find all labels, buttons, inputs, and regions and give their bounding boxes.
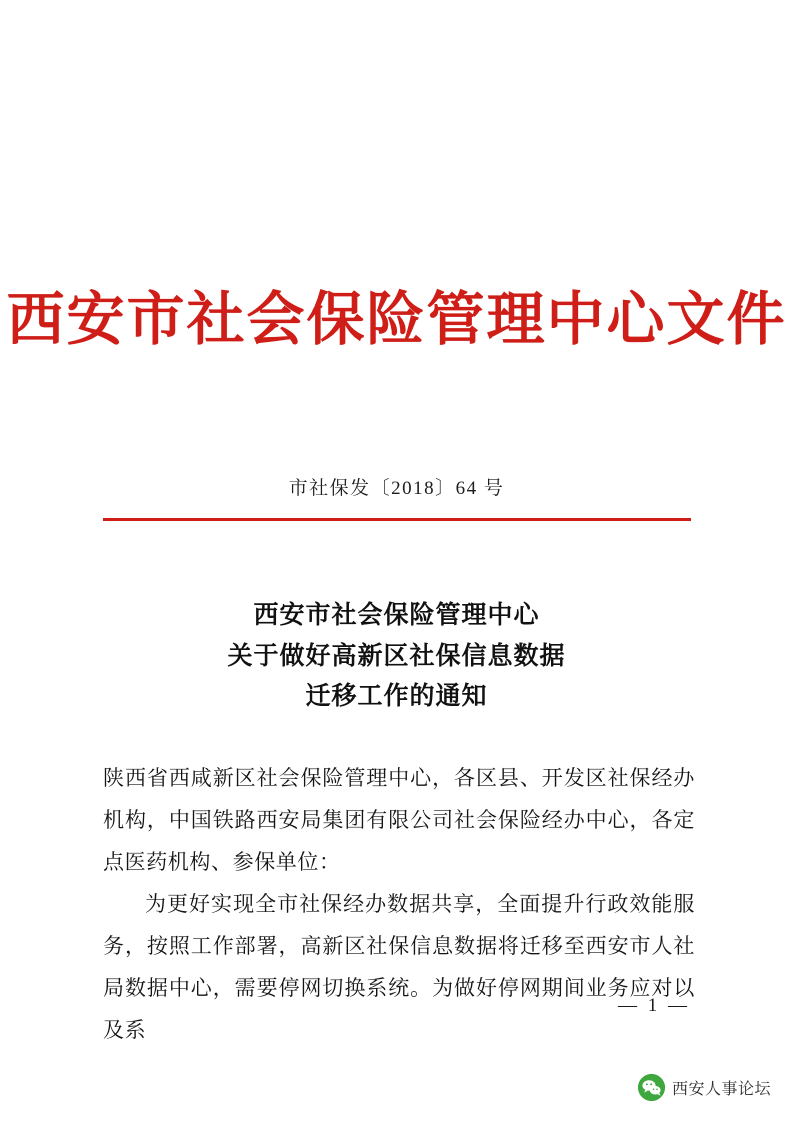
page-number: — 1 — (618, 995, 690, 1016)
document-title (0, 596, 793, 718)
red-divider-rule (103, 518, 691, 521)
document-body (103, 757, 695, 1051)
title-line-2: 关于做好高新区社保信息数据 (227, 642, 566, 670)
body-paragraph-1: 为更好实现全市社保经办数据共享，全面提升行政效能服务，按照工作部署，高新区社保信息数据将迁移至西安市人社局数据中心，需要停网切换系统。为做好停网期间业务应对以及系 (103, 892, 695, 1042)
addressee-paragraph: 陕西省西咸新区社会保险管理中心，各区县、开发区社保经办机构，中国铁路西安局集团有限公司社会保险经办中心，各定点医药机构、参保单位： (103, 766, 695, 874)
document-number: 市社保发〔2018〕64 号 (288, 478, 505, 499)
watermark-label: 西安人事论坛 (671, 1081, 771, 1098)
masthead (0, 286, 793, 354)
title-line-1: 西安市社会保险管理中心 (253, 602, 540, 629)
title-line-3: 迁移工作的通知 (305, 683, 488, 710)
watermark-badge (632, 1071, 777, 1104)
masthead-title: 西安市社会保险管理中心文件 (6, 287, 787, 352)
wechat-icon (638, 1074, 665, 1101)
